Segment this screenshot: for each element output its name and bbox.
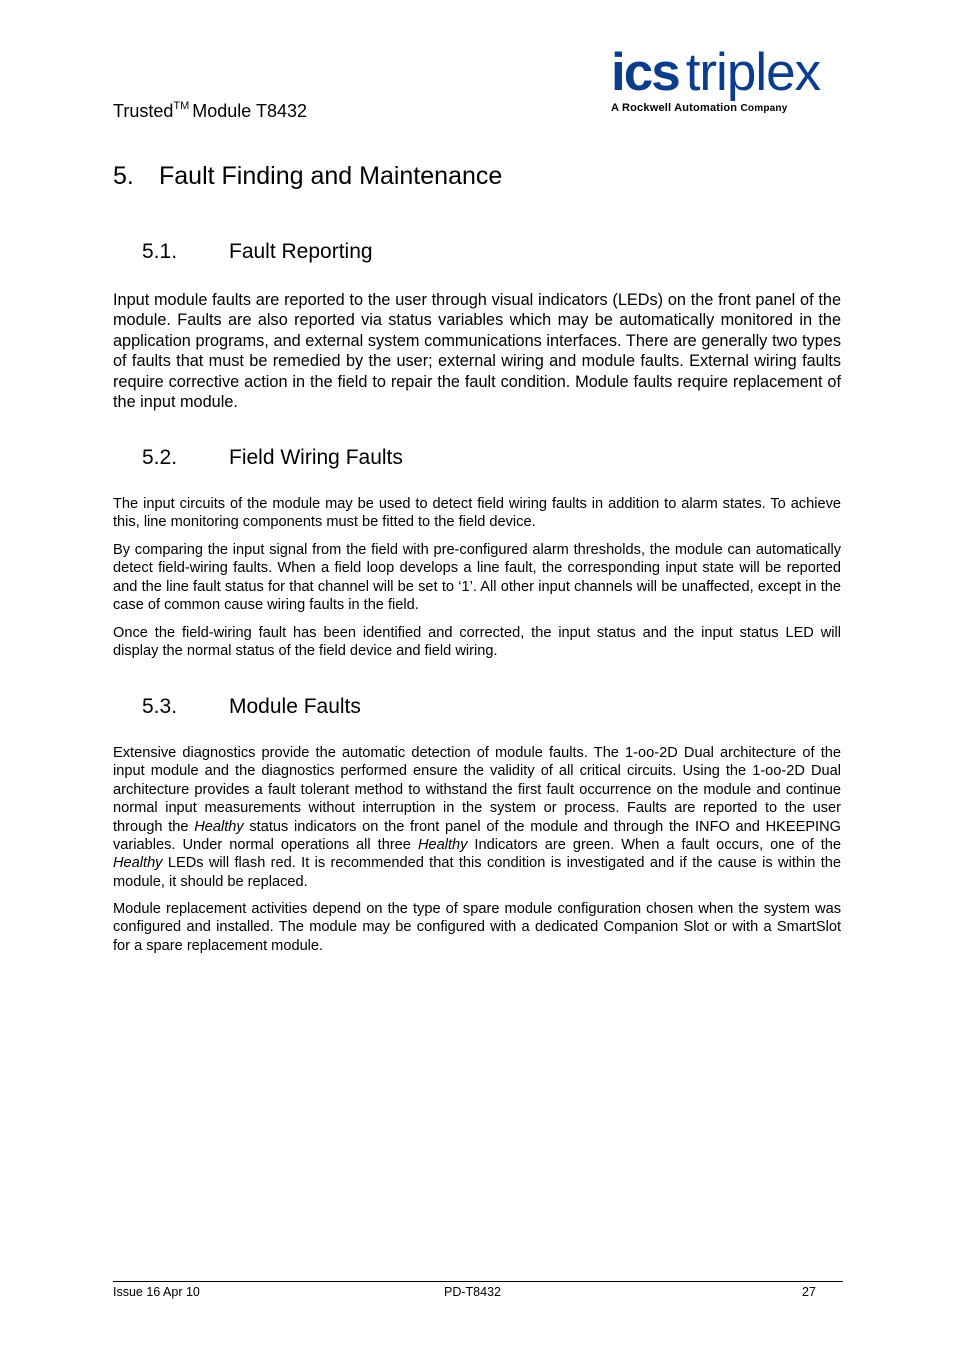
- logo-word-light: triplex: [685, 43, 821, 102]
- section-title: Field Wiring Faults: [229, 446, 403, 469]
- paragraph: Module replacement activities depend on the type of spare module configuration chosen when the system was configured and installed. The module may be configured with a dedicated Companion Slot or with a SmartSlot for a spare replacement module.: [113, 901, 841, 954]
- section-title: Module Faults: [229, 695, 361, 718]
- italic-term: Healthy: [417, 837, 468, 854]
- italic-term: Healthy: [113, 855, 163, 872]
- paragraph: Input module faults are reported to the user through visual indicators (LEDs) on the front panel of the module. Faults are also reported via status variables which may be automatically monitored in the application programs, and external system communications interfaces. There are generally two types of faults that must be remedied by the user; external wiring and module faults. External wiring faults require corrective action in the field to repair the fault condition. Module faults require replacement of the input module.: [113, 291, 841, 412]
- footer-issue: Issue 16 Apr 10: [113, 1285, 200, 1299]
- logo-tagline-text: A Rockwell Automation: [611, 102, 738, 114]
- text-run: Indicators are green. When a fault occurs, one of the: [467, 837, 841, 854]
- chapter-heading: [113, 160, 502, 192]
- paragraph: Once the field-wiring fault has been identified and corrected, the input status and the input status LED will display the normal status of the field device and field wiring.: [113, 625, 841, 660]
- footer-page-number: 27: [802, 1285, 816, 1299]
- footer-doc-id: PD-T8432: [444, 1285, 501, 1299]
- paragraph: [113, 744, 841, 891]
- italic-term: Healthy: [194, 818, 244, 835]
- logo-tagline: [611, 102, 843, 114]
- header-module: Module T8432: [192, 101, 307, 121]
- text-run: LEDs will flash red. It is recommended that this condition is investigated and if the cause is within the module, it should be replaced.: [113, 855, 841, 890]
- section-heading: [142, 694, 361, 720]
- header-doc-name: Trusted: [113, 101, 174, 121]
- text-run: Extensive diagnostics provide the automatic detection of module faults. The 1-oo-2D Dual architecture of the input module and the diagnostics performed ensure the validity of all critical circuits. Using the 1-oo-2D Dual architecture provides a fault tolerant method to withstand the first fault occurrence on the module and continue normal input measurements without interruption in the system or process. Faults are reported to the user through the: [113, 745, 841, 835]
- paragraph: The input circuits of the module may be used to detect field wiring faults in addition to alarm states. To achieve this, line monitoring components must be fitted to the field device.: [113, 496, 841, 531]
- section-heading: [142, 239, 373, 265]
- chapter-number: 5.: [113, 162, 134, 190]
- chapter-title: Fault Finding and Maintenance: [159, 162, 503, 190]
- paragraph: By comparing the input signal from the field with pre-configured alarm thresholds, the module can automatically detect field-wiring faults. When a field loop develops a line fault, the corresponding input state will be reported and the line fault status for that channel will be set to ‘1’. All other input channels will be unaffected, except in the case of common cause wiring faults in the field.: [113, 542, 841, 614]
- logo-word-bold: ics: [611, 43, 679, 102]
- section-number: 5.1.: [142, 240, 178, 263]
- section-heading: [142, 445, 403, 471]
- header-trademark: TM: [173, 100, 190, 112]
- section-title: Fault Reporting: [229, 240, 373, 263]
- section-number: 5.2.: [142, 446, 178, 469]
- footer-rule: [113, 1281, 843, 1282]
- section-number: 5.3.: [142, 695, 178, 718]
- running-header: [113, 99, 307, 123]
- logo-wordmark: [611, 43, 843, 102]
- text-run: status indicators on the front panel of the module and through the INFO and HKEEPING variables. Under normal operations all three: [113, 818, 841, 854]
- ics-triplex-logo: [611, 43, 843, 114]
- logo-tagline-suffix: Company: [740, 103, 788, 114]
